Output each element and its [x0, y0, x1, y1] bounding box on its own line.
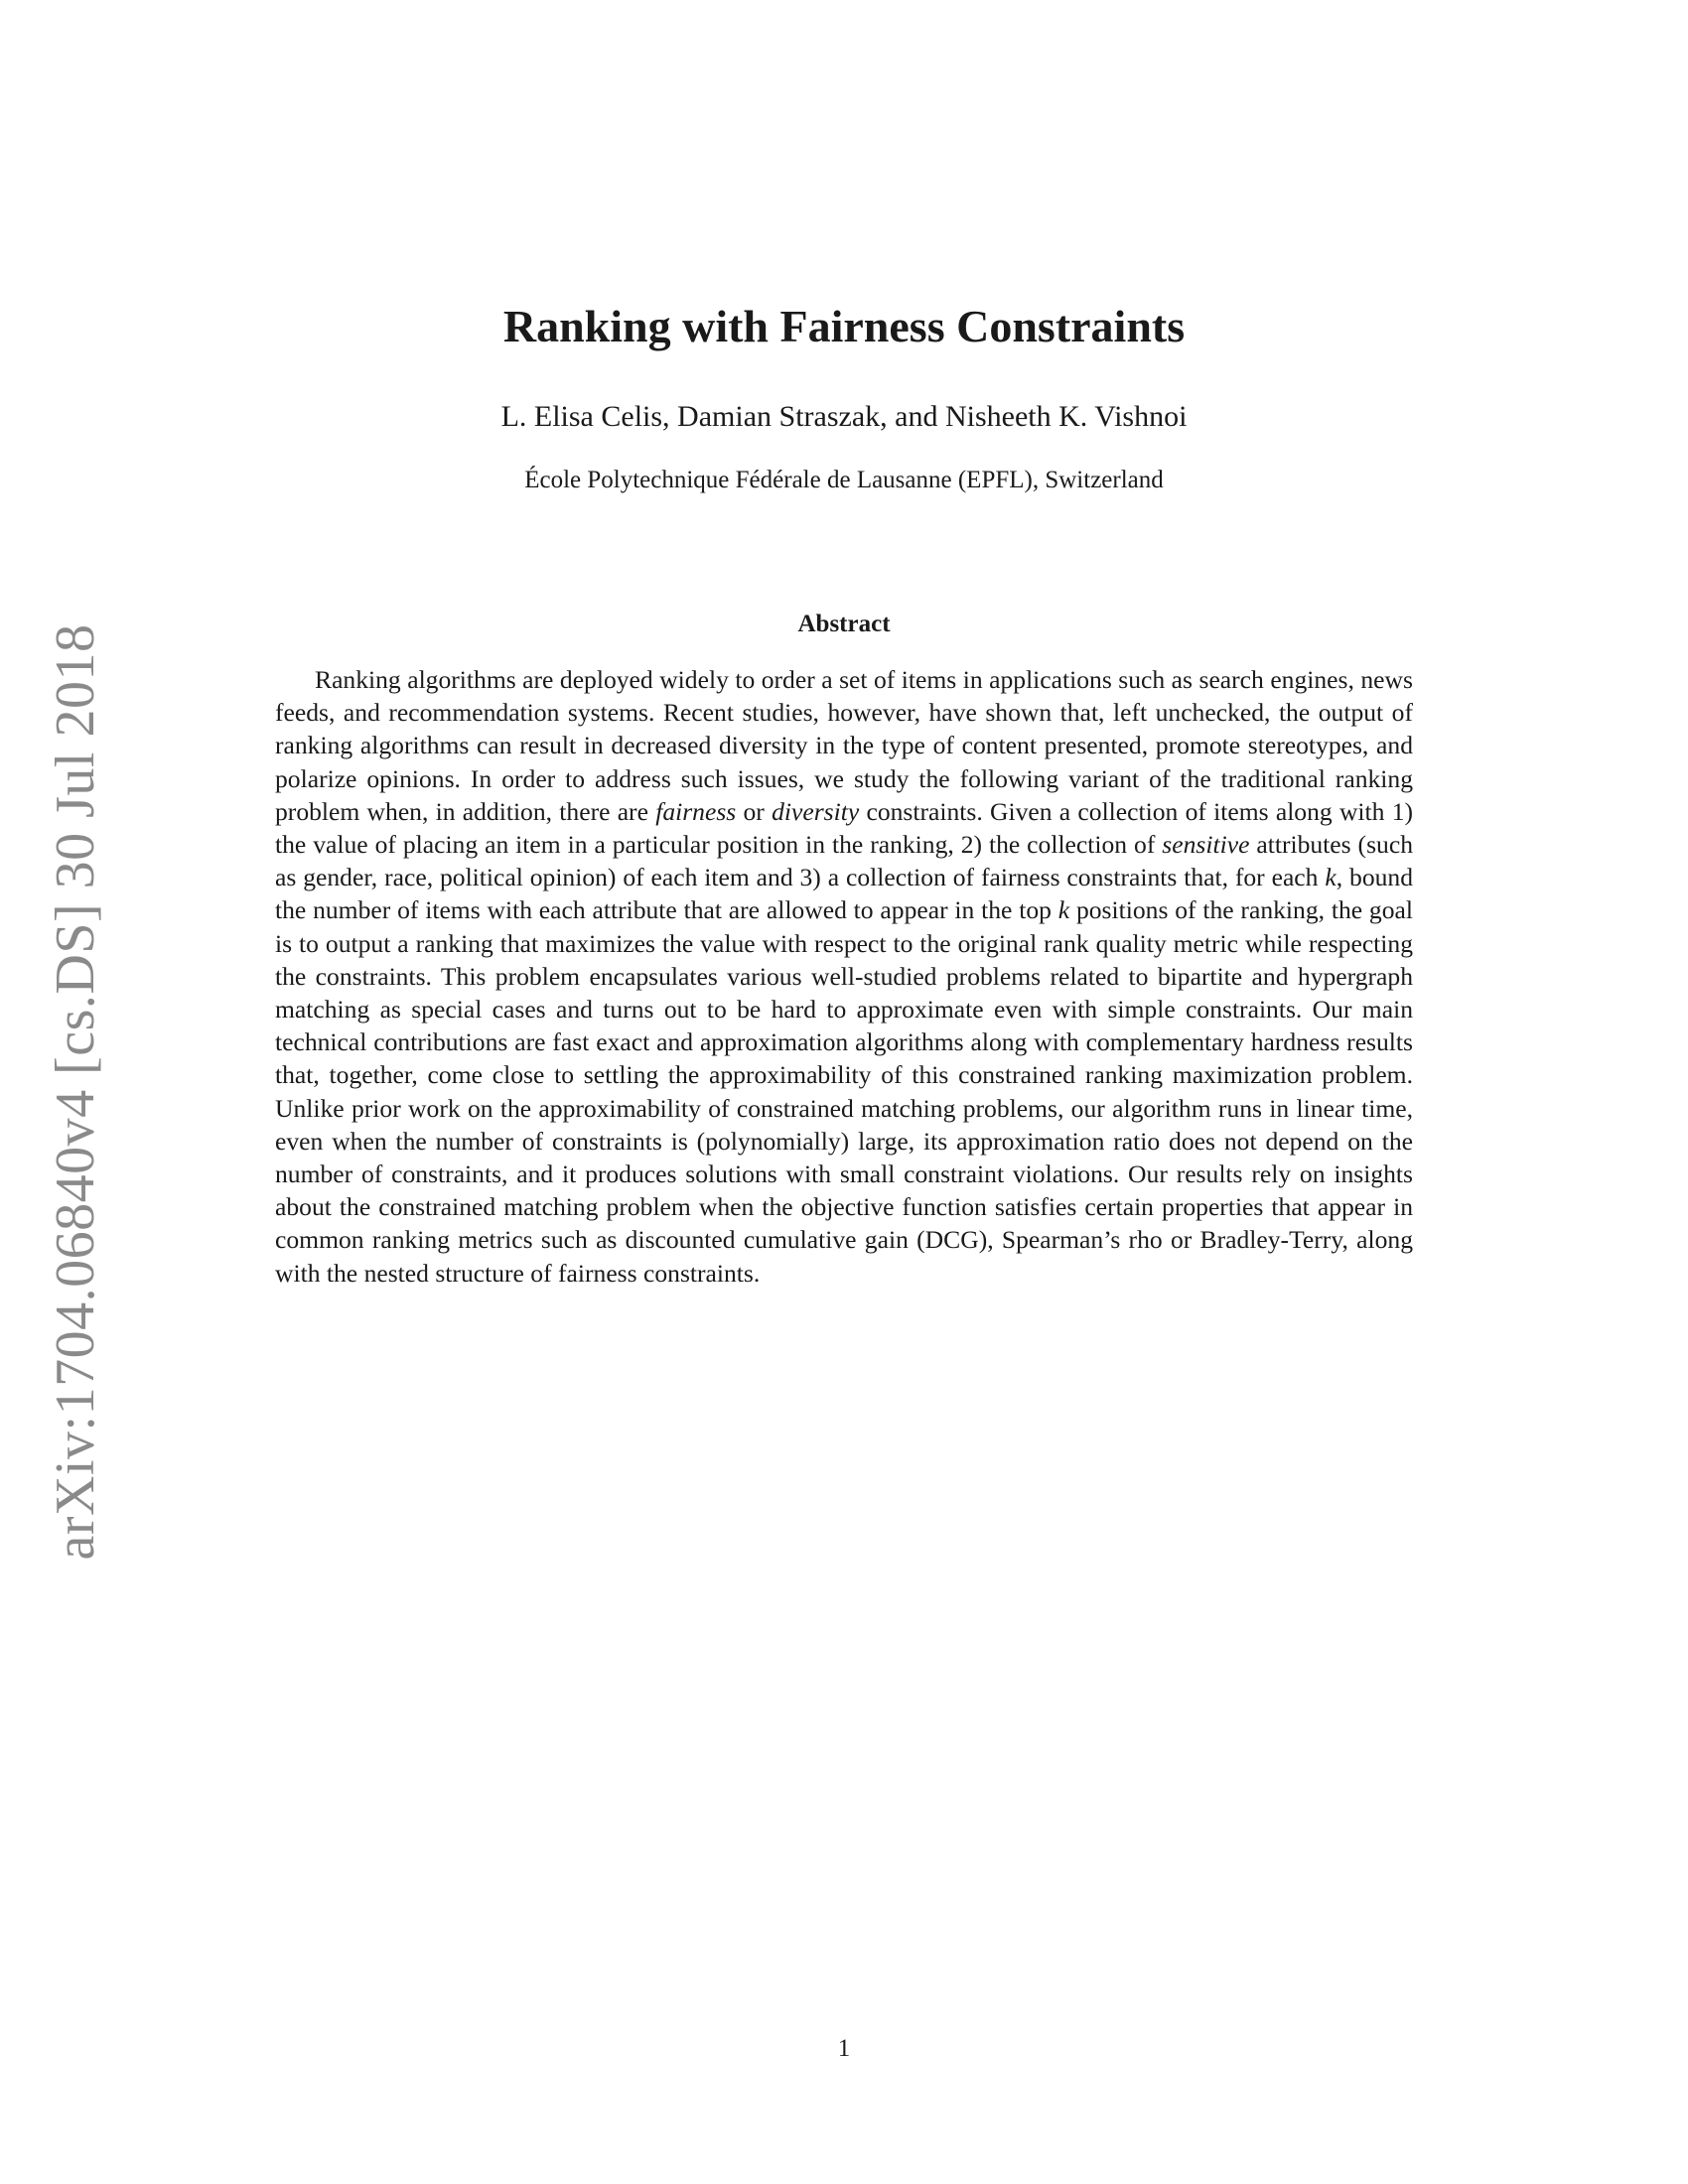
abstract-emphasis-sensitive: sensitive	[1162, 830, 1250, 860]
abstract-emphasis-diversity: diversity	[772, 796, 860, 826]
author-list: L. Elisa Celis, Damian Straszak, and Nisheeth K. Vishnoi	[500, 400, 1188, 433]
abstract-math-k: k	[1057, 895, 1070, 925]
abstract-heading: Abstract	[797, 611, 891, 637]
abstract-text-1: Ranking algorithms are deployed widely to order a set of items in applications such as search engines, news feeds, and recommendation systems. Recent studies, however, have shown that, left unchecked, the output of ranking algorithms can result in decreased diversity in the type of content presented, promote stereotypes, and polarize opinions. In order to address such issues, we study the following variant of the traditional ranking problem when, in addition, there are	[275, 665, 1413, 826]
paper-title: Ranking with Fairness Constraints	[502, 301, 1186, 351]
abstract-text-2: constraints. Given a collection of items along with 1) the value of placing an item in a particular position in the ranking, 2) the collection of	[275, 796, 1414, 860]
arxiv-identifier-stamp: arXiv:1704.06840v4 [cs.DS] 30 Jul 2018	[45, 623, 106, 1561]
author-affiliation: École Polytechnique Fédérale de Lausanne (EPFL), Switzerland	[524, 467, 1164, 493]
abstract-body	[275, 663, 1413, 1290]
abstract-text-3: attributes (such as gender, race, political opinion) of each item and 3) a collection of fairness constraints that, for each	[275, 830, 1413, 892]
abstract-text-4: , bound the number of items with each attribute that are allowed to appear in the top	[275, 863, 1414, 925]
abstract-math-k: k	[1325, 863, 1336, 892]
abstract-text-or: or	[736, 796, 773, 826]
abstract-emphasis-fairness: fairness	[655, 796, 737, 826]
page-number: 1	[837, 2035, 851, 2062]
abstract-text-5: positions of the ranking, the goal is to output a ranking that maximizes the value with respect to the original rank quality metric while respecting the constraints. This problem encapsulates various well-studied problems related to bipartite and hypergraph matching as special cases and turns out to be hard to approximate even with simple constraints. Our main technical contributions are fast exact and approximation algorithms along with complementary hardness results that, together, come close to settling the approximability of this constrained ranking maximization problem. Unlike prior work on the approximability of constrained matching problems, our algorithm runs in linear time, even when the number of constraints is (polynomially) large, its approximation ratio does not depend on the number of constraints, and it produces solutions with small constraint violations. Our results rely on insights about the constrained matching problem when the objective function satisfies certain properties that appear in common ranking metrics such as discounted cumulative gain (DCG), Spearman’s rho or Bradley-Terry, along with the nested structure of fairness constraints.	[275, 895, 1413, 1288]
